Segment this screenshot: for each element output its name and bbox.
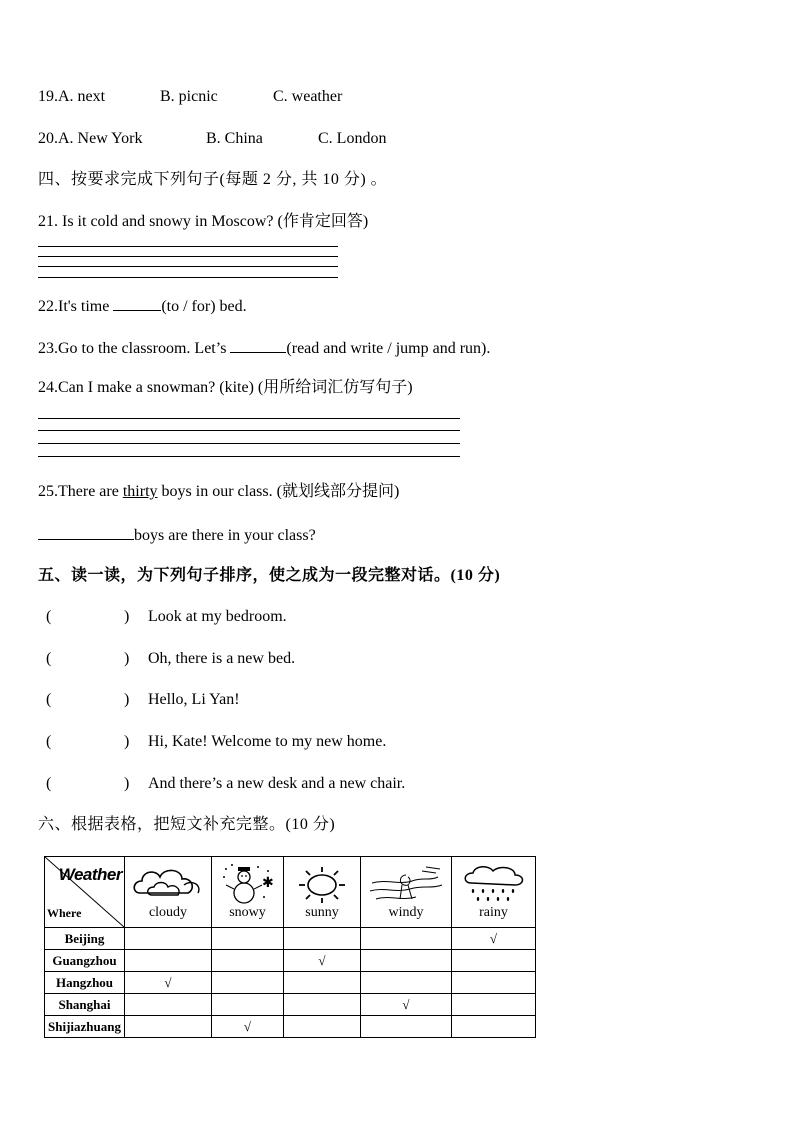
open-paren: ( [46,650,52,667]
weather-label: cloudy [148,905,188,920]
answer-line [38,277,338,278]
check-cell [361,972,452,994]
dialogue-text: Hi, Kate! Welcome to my new home. [148,733,387,750]
city-cell: Hangzhou [45,972,125,994]
q23-text-before: 23.Go to the classroom. Let’s [38,340,231,357]
check-cell [452,1016,536,1038]
check-cell [452,994,536,1016]
check-cell [212,928,284,950]
answer-line [38,418,460,419]
check-cell: √ [284,950,361,972]
question-20 [38,129,387,149]
question-22 [38,295,247,317]
weather-label: snowy [229,905,266,920]
q23-text-after: (read and write / jump and run). [286,340,491,357]
weather-header-sunny [284,857,361,928]
section-5-heading: 五、读一读，为下列句子排序，使之成为一段完整对话。(10 分) [38,567,501,584]
close-paren: ) [124,691,130,708]
corner-weather-label: Weather [58,865,122,884]
check-cell [452,972,536,994]
table-row [45,928,536,950]
snowman-icon [218,863,278,907]
check-cell [361,1016,452,1038]
question-23 [38,337,490,359]
q20-number: 20. [38,130,58,147]
check-cell [284,994,361,1016]
q25-text-after: boys in our class. (就划线部分提问) [157,483,400,500]
table-row [45,994,536,1016]
q22-text-before: 22.It's time [38,298,114,315]
check-cell [361,950,452,972]
q19-option-c: C. weather [273,88,343,105]
q20-option-a: A. New York [58,130,143,147]
answer-line [38,443,460,444]
dialogue-text: Oh, there is a new bed. [148,650,296,667]
close-paren: ) [124,608,130,625]
table-row [45,950,536,972]
dialogue-text: Look at my bedroom. [148,608,287,625]
cloudy-icon [130,863,206,907]
check-cell [212,950,284,972]
check-cell: √ [361,994,452,1016]
answer-line [38,266,338,267]
check-cell [212,994,284,1016]
corner-where-label: Where [47,906,82,920]
check-cell: √ [212,1016,284,1038]
q25-text-before: 25.There are [38,483,123,500]
close-paren: ) [124,775,130,792]
check-cell [125,994,212,1016]
weather-table [44,856,536,1038]
weather-header-cloudy [125,857,212,928]
check-cell [284,1016,361,1038]
check-cell [284,928,361,950]
check-cell: √ [125,972,212,994]
check-cell [125,950,212,972]
q19-option-a: A. next [58,88,106,105]
open-paren: ( [46,733,52,750]
answer-line [38,430,460,431]
table-row [45,1016,536,1038]
weather-label: windy [388,905,424,920]
check-cell: √ [452,928,536,950]
table-row [45,972,536,994]
q19-option-b: B. picnic [160,88,218,105]
q22-text-after: (to / for) bed. [161,298,247,315]
check-cell [212,972,284,994]
q20-option-c: C. London [318,130,387,147]
answer-line [38,456,460,457]
q20-option-b: B. China [206,130,263,147]
answer-line [38,256,338,257]
city-cell: Guangzhou [45,950,125,972]
city-cell: Shanghai [45,994,125,1016]
check-cell [284,972,361,994]
weather-label: rainy [479,905,508,920]
q25-underlined-word: thirty [122,483,158,500]
city-cell: Beijing [45,928,125,950]
weather-label: sunny [305,905,339,920]
close-paren: ) [124,733,130,750]
dialogue-text: Hello, Li Yan! [148,691,240,708]
city-cell: Shijiazhuang [45,1016,125,1038]
question-25-line2 [38,524,316,546]
table-header-row [45,857,536,928]
q25-line2-text: boys are there in your class? [134,527,316,544]
check-cell [361,928,452,950]
q22-blank[interactable] [113,295,161,311]
open-paren: ( [46,775,52,792]
weather-header-windy [361,857,452,928]
dialogue-text: And there’s a new desk and a new chair. [148,775,406,792]
check-cell [452,950,536,972]
rain-cloud-icon [459,863,529,907]
question-21: 21. Is it cold and snowy in Moscow? (作肯定回答) [38,213,369,230]
question-24: 24.Can I make a snowman? (kite) (用所给词汇仿写句子) [38,379,413,396]
q19-number: 19. [38,88,58,105]
close-paren: ) [124,650,130,667]
open-paren: ( [46,691,52,708]
section-6-heading: 六、根据表格，把短文补充完整。(10 分) [38,816,336,833]
check-cell [125,1016,212,1038]
open-paren: ( [46,608,52,625]
svg-text:✱: ✱ [261,875,274,891]
q25-blank[interactable] [38,524,134,540]
check-cell [125,928,212,950]
question-25 [38,482,399,502]
sun-icon [289,863,355,907]
weather-header-snowy [212,857,284,928]
answer-line [38,246,338,247]
weather-header-rainy [452,857,536,928]
q23-blank[interactable] [230,337,286,353]
section-4-heading: 四、按要求完成下列句子(每题 2 分, 共 10 分) 。 [38,171,388,188]
question-19 [38,87,343,107]
corner-cell [45,857,125,928]
wind-icon [366,863,446,907]
